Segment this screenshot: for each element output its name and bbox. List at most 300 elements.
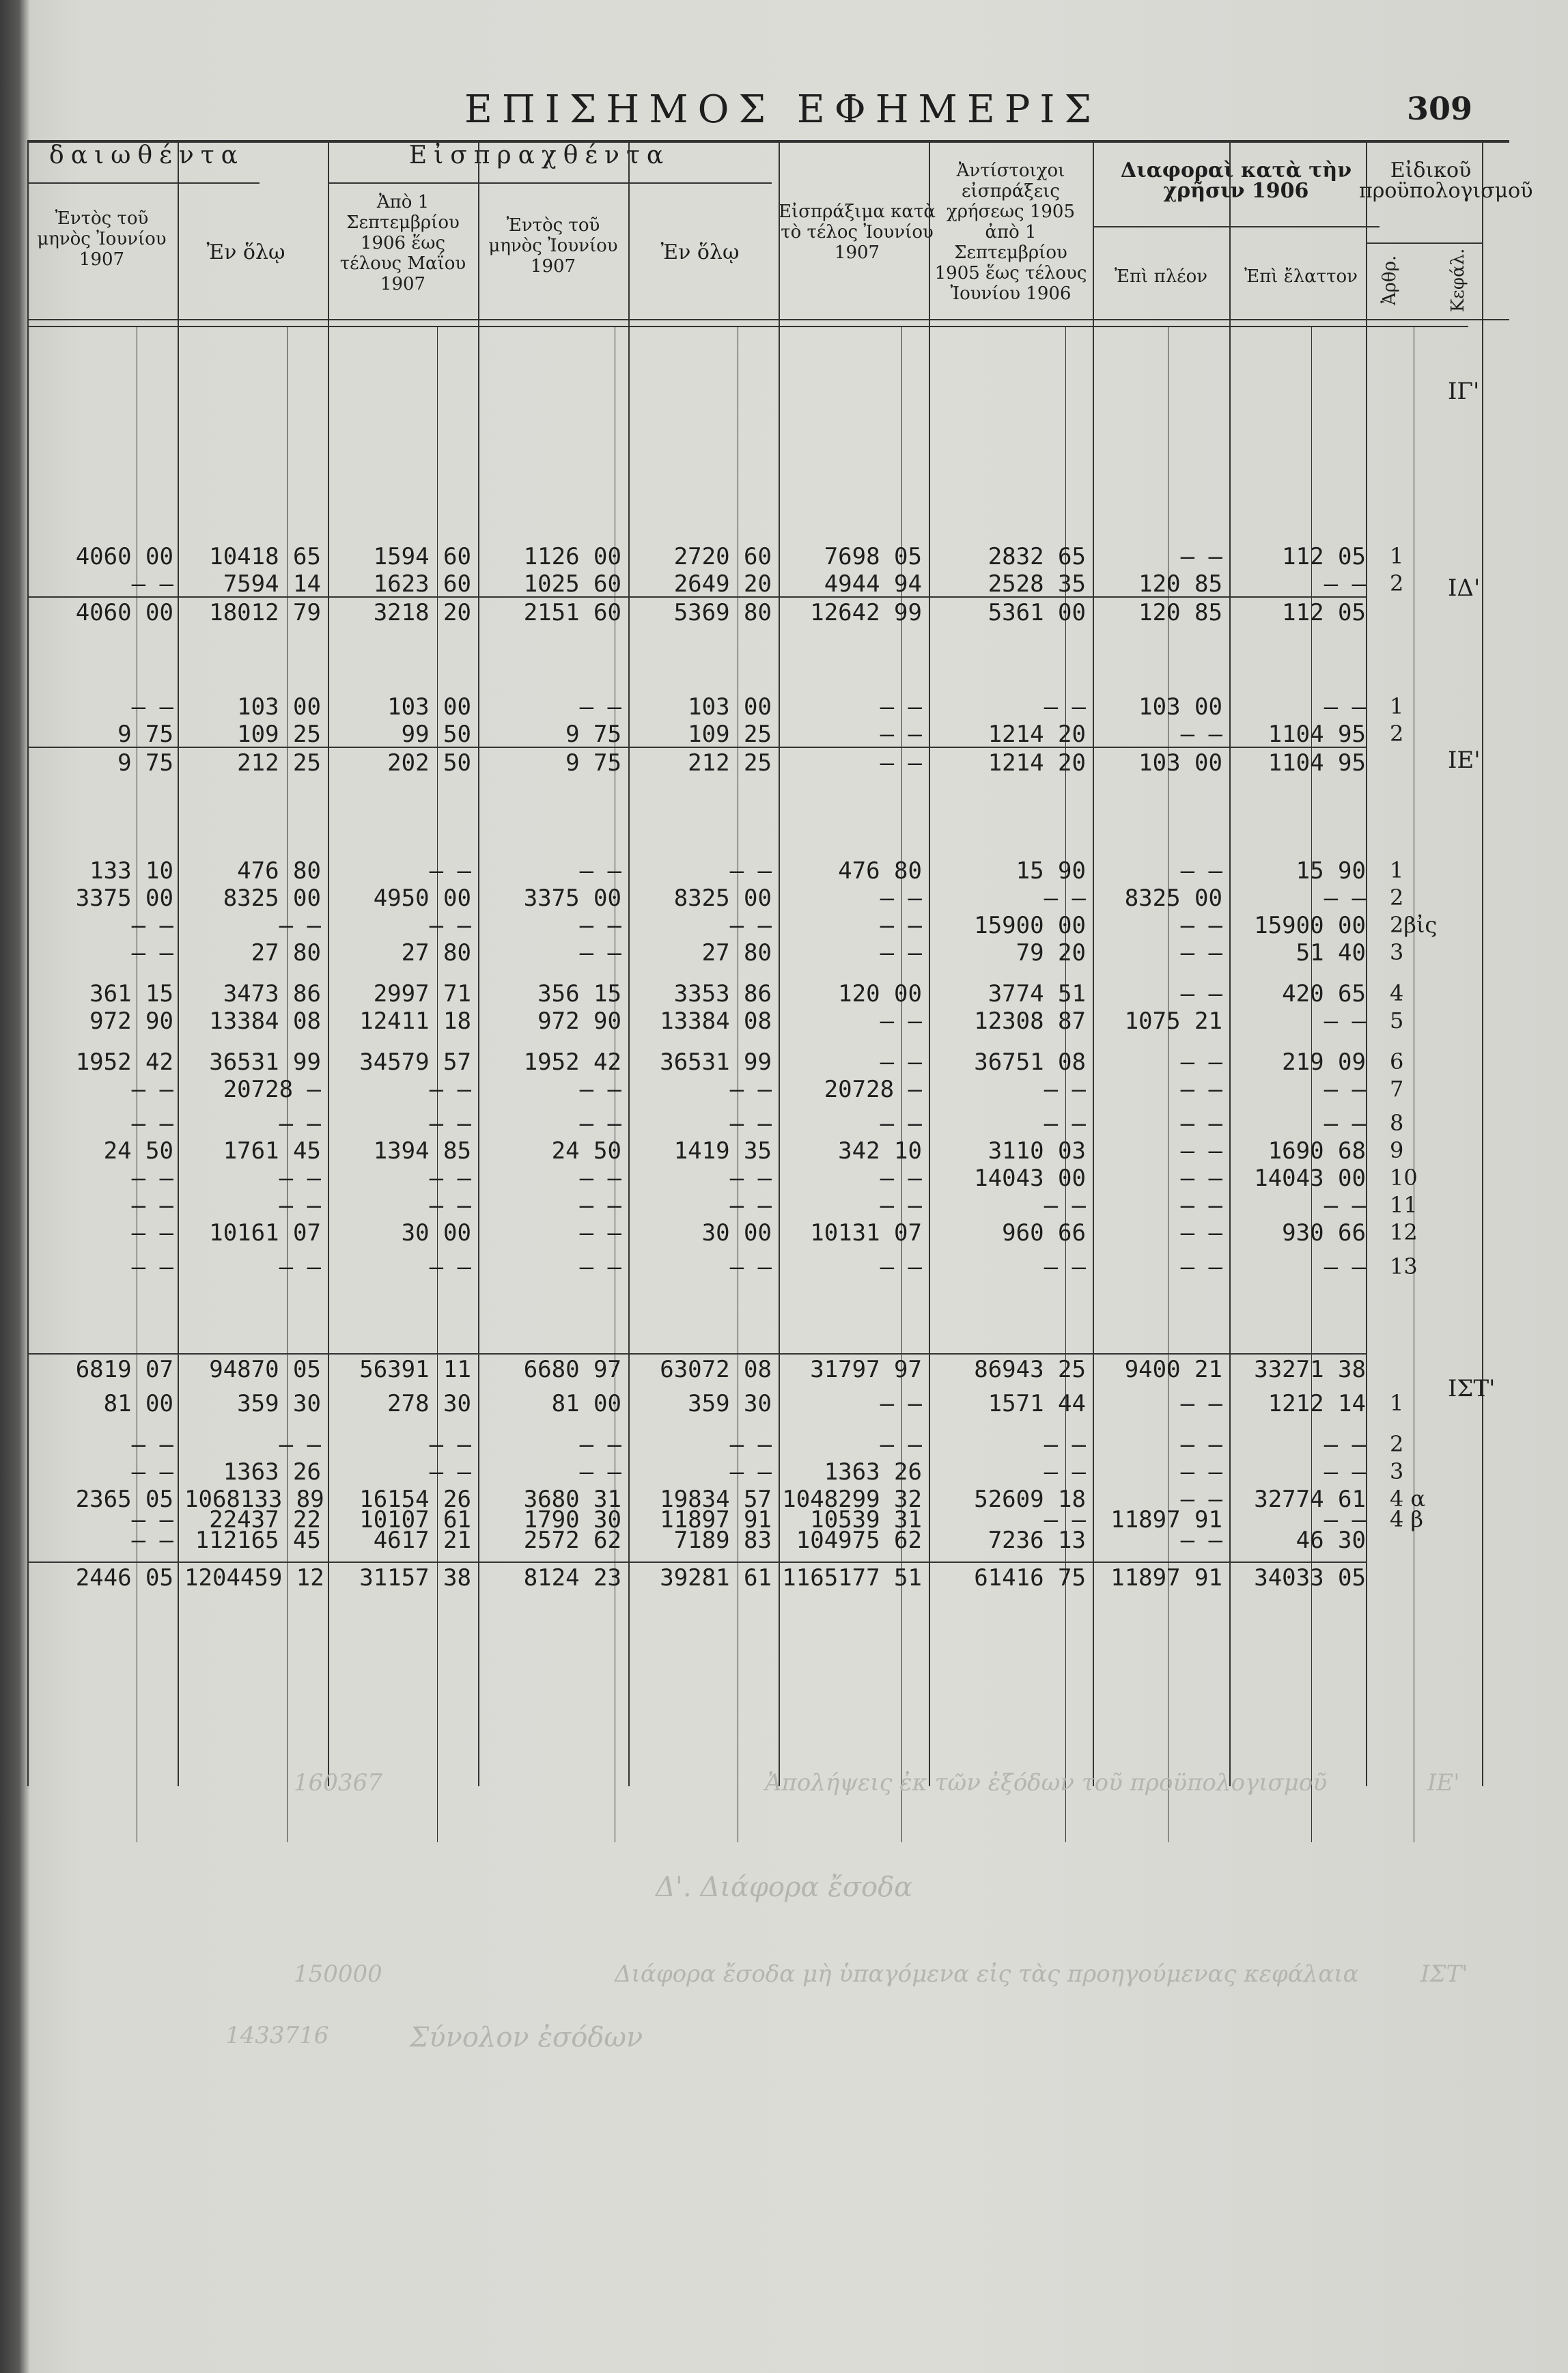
table-cell: 1571 44 [988,1390,1086,1417]
table-cell: — — [1180,1390,1222,1417]
header-group-2: Εἰσπραχθέντα [408,141,671,169]
table-cell: — — [1180,1458,1222,1486]
table-cell: — — [880,912,922,939]
table-cell: — — [579,1192,621,1219]
table-cell: 10107 61 [359,1506,471,1534]
table-cell: 2997 71 [373,980,471,1008]
section-label-ig: ΙΓ' [1448,378,1480,405]
table-cell: — — [131,693,173,721]
table-cell: 1790 30 [523,1506,621,1534]
table-cell: 11897 91 [660,1506,772,1534]
table-cell: 61416 75 [974,1564,1086,1592]
table-cell: 27 80 [251,939,321,967]
table-cell: — — [729,1165,772,1192]
header-arthro: Ἀρθρ. [1380,255,1400,305]
table-cell: — — [429,912,471,939]
column-rule [1366,140,1367,1786]
table-cell: 8325 00 [1124,885,1222,912]
table-cell: — — [131,1506,173,1534]
article-number: 13 [1390,1253,1418,1279]
column-rule [1482,140,1483,1786]
table-cell: — — [131,1076,173,1103]
table-cell: 7189 83 [673,1527,772,1554]
table-cell: 1594 60 [373,543,471,570]
table-cell: — — [1180,857,1222,885]
table-cell: — — [279,1192,321,1219]
bleed-num-3: 150000 [294,1960,382,1988]
column-rule [27,140,29,1786]
section-label-id: ΙΔ' [1448,574,1481,602]
table-cell: — — [131,1527,173,1554]
table-cell: 13384 08 [660,1008,772,1035]
table-cell: — — [1324,885,1366,912]
section-label-ist: ΙΣΤ' [1448,1375,1496,1402]
table-cell: — — [880,939,922,967]
column-rule [178,140,179,1786]
table-cell: 1204459 12 [184,1564,324,1592]
table-cell: 3218 20 [373,599,471,626]
header-apo-sept: Ἀπὸ 1 Σεπτεμβρίου 1906 ἕως τέλους Μαΐου 1907 [339,192,466,294]
table-cell: 103 00 [237,693,321,721]
table-cell: 33271 38 [1254,1356,1366,1383]
table-cell: — — [1324,1253,1366,1281]
table-cell: 12308 87 [974,1008,1086,1035]
table-cell: — — [1180,1527,1222,1554]
article-number: 4 β [1390,1506,1424,1532]
table-cell: — — [131,1110,173,1137]
table-cell: 1104 95 [1268,749,1366,777]
table-cell: 1165177 51 [782,1564,922,1592]
table-cell: 342 10 [838,1137,922,1165]
table-cell: 36531 99 [209,1049,321,1076]
table-cell: — — [579,693,621,721]
table-cell: 109 25 [237,721,321,748]
table-cell: 7698 05 [824,543,922,570]
article-number: 2 [1390,1431,1404,1457]
table-cell: 476 80 [838,857,922,885]
table-cell: 10131 07 [810,1219,922,1247]
table-cell: 1214 20 [988,721,1086,748]
table-cell: — — [1044,1458,1086,1486]
table-cell: 960 66 [1002,1219,1086,1247]
bleed-line-2: Δ'. Διάφορα ἔσοδα [656,1872,913,1903]
table-cell: 1952 42 [75,1049,173,1076]
table-cell: 10539 31 [810,1506,922,1534]
table-cell: — — [1180,1110,1222,1137]
table-cell: — — [279,1110,321,1137]
table-cell: 361 15 [89,980,173,1008]
table-cell: — — [1180,980,1222,1008]
article-number: 3 [1390,939,1404,965]
table-cell: — — [279,1253,321,1281]
table-cell: 31797 97 [810,1356,922,1383]
table-cell: 46 30 [1296,1527,1366,1554]
table-cell: — — [279,1431,321,1458]
table-cell: — — [1180,1219,1222,1247]
table-cell: 120 00 [838,980,922,1008]
table-cell: 4950 00 [373,885,471,912]
header-kefal: Κεφάλ. [1448,248,1468,312]
table-cell: — — [1044,1076,1086,1103]
table-cell: 15900 00 [974,912,1086,939]
table-cell: 7236 13 [988,1527,1086,1554]
table-cell: 94870 05 [209,1356,321,1383]
article-number: 8 [1390,1110,1404,1136]
table-cell: 4060 00 [75,543,173,570]
table-cell: 1025 60 [523,570,621,598]
table-cell: 10418 65 [209,543,321,570]
table-cell: — — [579,1165,621,1192]
table-cell: — — [1180,1165,1222,1192]
table-cell: — — [131,1165,173,1192]
table-cell: 34579 57 [359,1049,471,1076]
table-cell: — — [880,1253,922,1281]
table-cell: — — [1180,1486,1222,1513]
table-cell: — — [880,749,922,777]
table-cell: — — [880,885,922,912]
table-cell: 9 75 [565,721,621,748]
table-cell: — — [131,1192,173,1219]
table-cell: — — [131,1431,173,1458]
table-cell: 1104 95 [1268,721,1366,748]
table-cell: 1419 35 [673,1137,772,1165]
table-cell: 36531 99 [660,1049,772,1076]
table-cell: 4617 21 [373,1527,471,1554]
table-cell: 81 00 [551,1390,621,1417]
table-cell: 34033 05 [1254,1564,1366,1592]
table-cell: — — [1044,885,1086,912]
table-cell: 2528 35 [988,570,1086,598]
total-rule [27,596,1366,598]
table-cell: — — [1180,543,1222,570]
header-entos-minos-2: Ἐντὸς τοῦ μηνὸς Ἰουνίου 1907 [488,215,618,277]
bleed-line-1: Ἀπολήψεις ἐκ τῶν ἐξόδων τοῦ προϋπολογισμοῦ [765,1769,1328,1796]
table-cell: — — [1044,693,1086,721]
page-title: ΕΠΙΣΗΜΟΣ ΕΦΗΜΕΡΙΣ [464,87,1102,132]
table-cell: — — [579,1219,621,1247]
table-cell: 6819 07 [75,1356,173,1383]
bleed-line-3: Διάφορα ἔσοδα μὴ ὑπαγόμενα εἰς τὰς προηγούμενας κεφάλαια [615,1960,1359,1988]
table-cell: — — [579,912,621,939]
bleed-sec-ie: ΙΕ' [1427,1769,1460,1796]
table-cell: — — [1044,1506,1086,1534]
table-cell: 63072 08 [660,1356,772,1383]
table-cell: — — [131,939,173,967]
table-cell: 22437 22 [209,1506,321,1534]
table-cell: — — [429,1110,471,1137]
table-cell: 9 75 [565,749,621,777]
table-cell: — — [729,1192,772,1219]
table-cell: 8325 00 [673,885,772,912]
table-cell: — — [729,1458,772,1486]
table-cell: 18012 79 [209,599,321,626]
table-cell: — — [729,1110,772,1137]
table-cell: 20728 — [824,1076,922,1103]
table-cell: — — [429,857,471,885]
table-cell: 15 90 [1296,857,1366,885]
table-cell: — — [1324,1192,1366,1219]
table-cell: 32774 61 [1254,1486,1366,1513]
table-cell: 8325 00 [223,885,321,912]
table-cell: — — [579,939,621,967]
table-cell: 3353 86 [673,980,772,1008]
article-number: 1 [1390,857,1404,883]
table-cell: 359 30 [237,1390,321,1417]
table-cell: — — [279,1165,321,1192]
table-cell: 27 80 [401,939,471,967]
table-cell: — — [1324,1076,1366,1103]
table-cell: 3774 51 [988,980,1086,1008]
table-cell: 120 85 [1138,570,1222,598]
table-cell: 11897 91 [1110,1506,1222,1534]
table-cell: — — [429,1431,471,1458]
table-cell: — — [131,1253,173,1281]
table-cell: 1690 68 [1268,1137,1366,1165]
article-number: 1 [1390,543,1404,569]
header-en-olo-2: Ἐν ὅλῳ [660,240,740,264]
table-cell: — — [880,1431,922,1458]
table-cell: 12411 18 [359,1008,471,1035]
article-number: 11 [1390,1192,1418,1218]
table-cell: — — [880,1008,922,1035]
table-cell: 14043 00 [1254,1165,1366,1192]
table-cell: — — [429,1458,471,1486]
header-en-olo-1: Ἐν ὅλῳ [206,240,285,264]
table-cell: 103 00 [1138,749,1222,777]
table-cell: — — [579,1110,621,1137]
table-cell: 972 90 [89,1008,173,1035]
table-cell: — — [429,1165,471,1192]
table-cell: — — [880,1165,922,1192]
article-number: 4 [1390,980,1404,1006]
table-cell: 212 25 [688,749,772,777]
table-cell: 133 10 [89,857,173,885]
table-cell: — — [729,1431,772,1458]
table-cell: 420 65 [1282,980,1366,1008]
table-cell: — — [429,1253,471,1281]
article-number: 2 [1390,885,1404,911]
table-cell: 278 30 [387,1390,471,1417]
table-cell: 1952 42 [523,1049,621,1076]
table-cell: — — [1324,1506,1366,1534]
table-cell: — — [880,1390,922,1417]
table-cell: — — [429,1076,471,1103]
table-cell: 2151 60 [523,599,621,626]
table-cell: — — [579,1076,621,1103]
page-header [0,81,1568,135]
table-cell: 1126 00 [523,543,621,570]
table-cell: — — [729,912,772,939]
table-cell: — — [131,1219,173,1247]
bleed-line-4: Σύνολον ἐσόδων [410,2022,643,2053]
table-cell: — — [1044,1431,1086,1458]
table-cell: — — [1180,1049,1222,1076]
table-cell: 3473 86 [223,980,321,1008]
table-cell: 1212 14 [1268,1390,1366,1417]
table-cell: 1363 26 [824,1458,922,1486]
article-number: 10 [1390,1165,1418,1191]
table-cell: 1075 21 [1124,1008,1222,1035]
table-cell: 120 85 [1138,599,1222,626]
table-cell: — — [579,1458,621,1486]
article-number: 2 [1390,721,1404,747]
table-cell: — — [880,693,922,721]
table-cell: — — [729,857,772,885]
table-cell: 103 00 [387,693,471,721]
header-entos-minos: Ἐντὸς τοῦ μηνὸς Ἰουνίου 1907 [37,208,167,270]
table-cell: 2365 05 [75,1486,173,1513]
table-cell: 11897 91 [1110,1564,1222,1592]
total-rule [27,1353,1366,1355]
table-cell: — — [1180,1076,1222,1103]
table-cell: 6680 97 [523,1356,621,1383]
ledger-table [27,140,1533,1786]
total-rule [27,747,1366,748]
bleed-num-1: 160367 [294,1769,382,1796]
table-cell: 14043 00 [974,1165,1086,1192]
table-cell: — — [1180,939,1222,967]
table-cell: — — [1324,570,1366,598]
table-cell: 112 05 [1282,599,1366,626]
table-cell: 1214 20 [988,749,1086,777]
table-cell: 31157 38 [359,1564,471,1592]
table-cell: — — [880,1110,922,1137]
table-cell: — — [429,1192,471,1219]
table-cell: 3375 00 [523,885,621,912]
table-cell: 36751 08 [974,1049,1086,1076]
table-cell: 81 00 [103,1390,173,1417]
table-cell: 27 80 [701,939,772,967]
article-number: 9 [1390,1137,1404,1163]
table-cell: 5369 80 [673,599,772,626]
table-cell: 13384 08 [209,1008,321,1035]
article-number: 1 [1390,693,1404,719]
table-cell: 112165 45 [195,1527,321,1554]
table-cell: 20728 — [223,1076,321,1103]
table-cell: — — [1044,1192,1086,1219]
header-group-4: Εἰδικοῦ προϋπολογισμοῦ [1359,158,1533,203]
table-cell: 56391 11 [359,1356,471,1383]
section-label-ie: ΙΕ' [1448,747,1481,774]
table-cell: — — [131,1458,173,1486]
table-cell: 3375 00 [75,885,173,912]
total-rule [27,1562,1366,1563]
table-cell: 359 30 [688,1390,772,1417]
table-cell: 4060 00 [75,599,173,626]
table-cell: 972 90 [537,1008,621,1035]
table-cell: 9 75 [117,749,173,777]
table-cell: 1623 60 [373,570,471,598]
table-cell: 1761 45 [223,1137,321,1165]
table-cell: — — [1324,1458,1366,1486]
table-cell: — — [1324,693,1366,721]
table-cell: — — [579,857,621,885]
header-epi-pleon: Ἐπὶ πλέον [1114,266,1208,287]
table-cell: 476 80 [237,857,321,885]
article-number: 6 [1390,1049,1404,1074]
table-cell: 30 00 [701,1219,772,1247]
table-cell: 1363 26 [223,1458,321,1486]
article-number: 3 [1390,1458,1404,1484]
table-cell: — — [1180,1253,1222,1281]
table-cell: — — [1180,1192,1222,1219]
table-cell: 212 25 [237,749,321,777]
table-cell: 2832 65 [988,543,1086,570]
header-epi-elatton: Ἐπὶ ἔλαττον [1244,266,1358,287]
table-cell: 2446 05 [75,1564,173,1592]
table-cell: 12642 99 [810,599,922,626]
table-cell: 10161 07 [209,1219,321,1247]
article-number: 7 [1390,1076,1404,1102]
table-cell: — — [279,912,321,939]
header-group-3: Διαφοραὶ κατὰ τὴν χρῆσιν 1906 [1120,158,1352,203]
bleed-num-4: 1433716 [225,2022,329,2049]
table-cell: 9 75 [117,721,173,748]
table-cell: — — [1180,1137,1222,1165]
article-number: 5 [1390,1008,1404,1033]
table-cell: 9400 21 [1124,1356,1222,1383]
table-cell: 86943 25 [974,1356,1086,1383]
table-cell: 930 66 [1282,1219,1366,1247]
table-cell: — — [729,1076,772,1103]
table-cell: 8124 23 [523,1564,621,1592]
table-cell: — — [1180,1431,1222,1458]
table-cell: 219 09 [1282,1049,1366,1076]
article-number: 2 [1390,570,1404,596]
table-cell: 109 25 [688,721,772,748]
table-cell: — — [729,1253,772,1281]
table-cell: 79 20 [1016,939,1086,967]
table-cell: 4944 94 [824,570,922,598]
table-cell: — — [1044,1110,1086,1137]
table-cell: 112 05 [1282,543,1366,570]
table-cell: — — [131,570,173,598]
table-cell: — — [1324,1110,1366,1137]
table-cell: 3680 31 [523,1486,621,1513]
header-group-1: δαιωθέντα [49,141,244,169]
table-cell: — — [880,1049,922,1076]
table-cell: — — [131,912,173,939]
page-number: 309 [1407,90,1473,127]
table-cell: 24 50 [551,1137,621,1165]
table-cell: 3110 03 [988,1137,1086,1165]
table-cell: 5361 00 [988,599,1086,626]
table-cell: — — [579,1253,621,1281]
bleed-sec-ist: ΙΣΤ' [1420,1960,1468,1988]
table-cell: 39281 61 [660,1564,772,1592]
table-cell: 356 15 [537,980,621,1008]
table-cell: 7594 14 [223,570,321,598]
table-cell: — — [1324,1431,1366,1458]
table-cell: 16154 26 [359,1486,471,1513]
table-cell: 99 50 [401,721,471,748]
header-antistoichoi: Ἀντίστοιχοι εἰσπράξεις χρήσεως 1905 ἀπὸ 1 Σεπτεμβρίου 1905 ἕως τέλους Ἰουνίου 1906 [934,161,1087,304]
table-cell: — — [880,721,922,748]
table-cell: 2649 20 [673,570,772,598]
article-number: 12 [1390,1219,1418,1245]
table-cell: — — [579,1431,621,1458]
table-cell: 2572 62 [523,1527,621,1554]
table-cell: 202 50 [387,749,471,777]
table-cell: 15900 00 [1254,912,1366,939]
table-cell: — — [1180,912,1222,939]
table-cell: 19834 57 [660,1486,772,1513]
table-cell: 15 90 [1016,857,1086,885]
table-cell: 2720 60 [673,543,772,570]
article-number: 2βἰς [1390,912,1438,938]
header-eispraxima: Εἰσπράξιμα κατὰ τὸ τέλος Ἰουνίου 1907 [779,202,936,263]
table-cell: — — [1180,721,1222,748]
